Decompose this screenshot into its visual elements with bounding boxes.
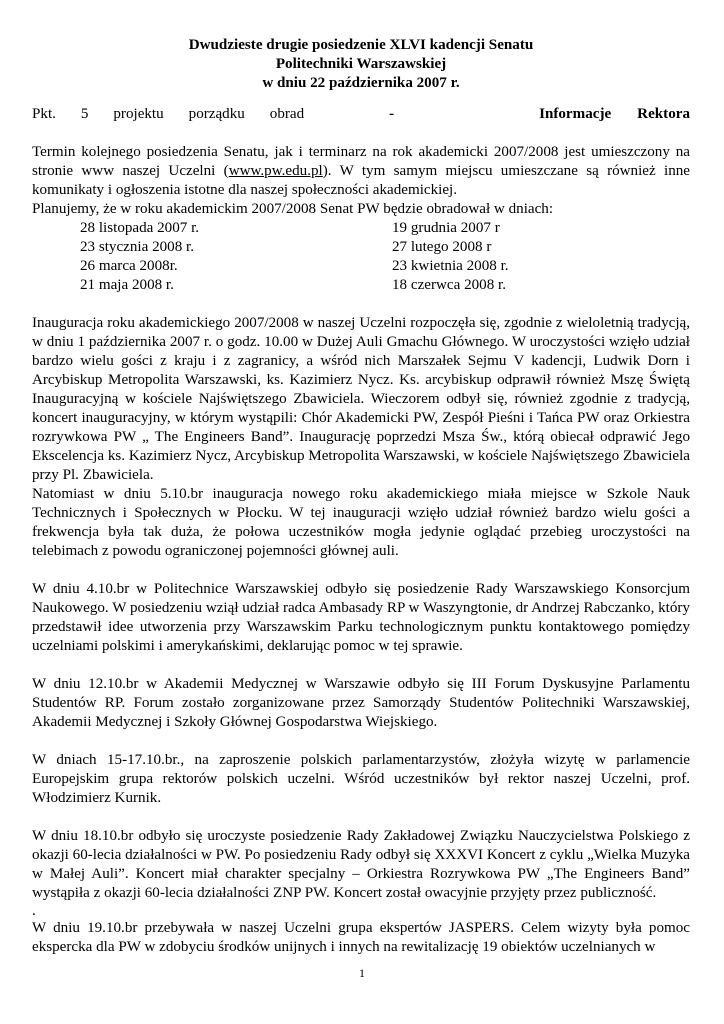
- dot-line: .: [32, 903, 36, 919]
- jaspers-paragraph: W dniu 19.10.br przebywała w naszej Uczelni grupa ekspertów JASPERS. Celem wizyty była pomoc ekspercka dla PW w zdobyciu środków unijnych i innych na rewitalizację 19 obiektów uczelnianych w: [32, 920, 690, 955]
- agenda-title-word-2: Rektora: [637, 106, 690, 122]
- date-left: 21 maja 2008 r.: [80, 277, 174, 293]
- plock-paragraph: Natomiast w dniu 5.10.br inauguracja nowego roku akademickiego miała miejsce w Szkole Nauk Technicznych i Społecznych w Płocku. W tej inauguracji wzięło udział również bardzo wielu gości a frekwencja była tak duża, że połowa uczestników mogła jedynie oglądać przebieg uroczystości na telebimach z powodu ograniczonej pojemności głównej auli.: [32, 486, 690, 559]
- date-right: 18 czerwca 2008 r.: [392, 277, 506, 293]
- agenda-item-line: [32, 105, 690, 124]
- date-left: 28 listopada 2007 r.: [80, 220, 200, 236]
- date-right: 27 lutego 2008 r: [392, 239, 492, 255]
- dates-row: [80, 257, 690, 276]
- document-page: [32, 36, 690, 957]
- dates-row: [80, 219, 690, 238]
- intro-text-before-link: Termin kolejnego posiedzenia Senatu, jak i terminarz na rok akademicki 2007/2008 jest umieszczony na stronie www naszej Uczelni (: [32, 144, 690, 179]
- planning-paragraph: Planujemy, że w roku akademickim 2007/2008 Senat PW będzie obradował w dniach:: [32, 201, 554, 217]
- dates-row: [80, 276, 690, 295]
- agenda-word-5: obrad: [269, 106, 305, 122]
- znp-paragraph: W dniu 18.10.br odbyło się uroczyste posiedzenie Rady Zakładowej Związku Nauczycielstwa Polskiego z okazji 60-lecia działalności w PW. Po posiedzeniu Rady odbył się XXXVI Koncert z cyklu „Wielka Muzyka w Małej Auli”. Koncert miał charakter specjalny – Orkiestra Rozrywkowa PW „The Engineers Band” wystąpiła z okazji 60-lecia działalności ZNP PW. Koncert został owacyjnie przyjęty przez publiczność.: [32, 828, 690, 901]
- intro-paragraph: [32, 143, 690, 200]
- website-link[interactable]: www.pw.edu.pl: [228, 163, 323, 179]
- agenda-word-1: Pkt.: [32, 106, 56, 122]
- date-right: 19 grudnia 2007 r: [392, 220, 500, 236]
- agenda-title-word-1: Informacje: [539, 106, 612, 122]
- agenda-word-2: 5: [80, 106, 89, 122]
- document-header: [32, 36, 690, 93]
- date-right: 23 kwietnia 2008 r.: [392, 258, 509, 274]
- senate-dates-list: [80, 219, 690, 295]
- page-number: 1: [359, 966, 365, 980]
- consortium-paragraph: W dniu 4.10.br w Politechnice Warszawskiej odbyło się posiedzenie Rady Warszawskiego Konsorcjum Naukowego. W posiedzeniu wziął udział radca Ambasady RP w Waszyngtonie, dr Andrzej Rabczanko, który przedstawił idee utworzenia przy Warszawskim Parku technologicznym punktu kontaktowego pomiędzy uczelniami polskimi i amerykańskimi, deklarując pomoc w tej sprawie.: [32, 581, 690, 654]
- inauguration-paragraph: Inauguracja roku akademickiego 2007/2008 w naszej Uczelni rozpoczęła się, zgodnie z wieloletnią tradycją, w dniu 1 października 2007 r. o godz. 10.00 w Dużej Auli Gmachu Głównego. W uroczystości wzięło udział bardzo wielu gości z kraju i z zagranicy, a wśród nich Marszałek Sejmu V kadencji, Ludwik Dorn i Arcybiskup Metropolita Warszawski, ks. Kazimierz Nycz. Ks. arcybiskup odprawił również Mszę Świętą Inauguracyjną w kościele Najświętszego Zbawiciela. Wieczorem odbył się, również zgodnie z tradycją, koncert inauguracyjny, w którym wystąpili: Chór Akademicki PW, Zespół Pieśni i Tańca PW oraz Orkiestra rozrywkowa PW „ The Engineers Band”. Inaugurację poprzedzi Msza Św., którą obiecał odprawić Jego Ekscelencja ks. Kazimierz Nycz, Arcybiskup Metropolita Warszawski, w kościele Najświętszego Zbawiciela przy Pl. Zbawiciela.: [32, 315, 690, 483]
- agenda-separator: -: [389, 106, 395, 122]
- forum-paragraph: W dniu 12.10.br w Akademii Medycznej w Warszawie odbyło się III Forum Dyskusyjne Parlamentu Studentów RP. Forum zostało zorganizowane przez Samorządy Studentów Politechniki Warszawskiej, Akademii Medycznej i Szkoły Głównej Gospodarstwa Wiejskiego.: [32, 676, 690, 730]
- european-parliament-paragraph: W dniach 15-17.10.br., na zaproszenie polskich parlamentarzystów, złożyła wizytę w parlamencie Europejskim grupa rektorów polskich uczelni. Wśród uczestników był rektor naszej Uczelni, prof. Włodzimierz Kurnik.: [32, 752, 690, 806]
- date-left: 26 marca 2008r.: [80, 258, 178, 274]
- header-line-3: w dniu 22 października 2007 r.: [262, 75, 460, 91]
- date-left: 23 stycznia 2008 r.: [80, 239, 195, 255]
- agenda-title: [539, 105, 690, 124]
- intro-text-after-link: ). W tym samym miejscu umieszczane są również inne komunikaty i ogłoszenia istotne dla naszej społeczności akademickiej.: [32, 163, 690, 198]
- dates-row: [80, 238, 690, 257]
- agenda-word-4: porządku: [188, 106, 245, 122]
- agenda-word-3: projektu: [113, 106, 164, 122]
- header-line-1: Dwudzieste drugie posiedzenie XLVI kadencji Senatu: [188, 37, 534, 53]
- header-line-2: Politechniki Warszawskiej: [275, 56, 447, 72]
